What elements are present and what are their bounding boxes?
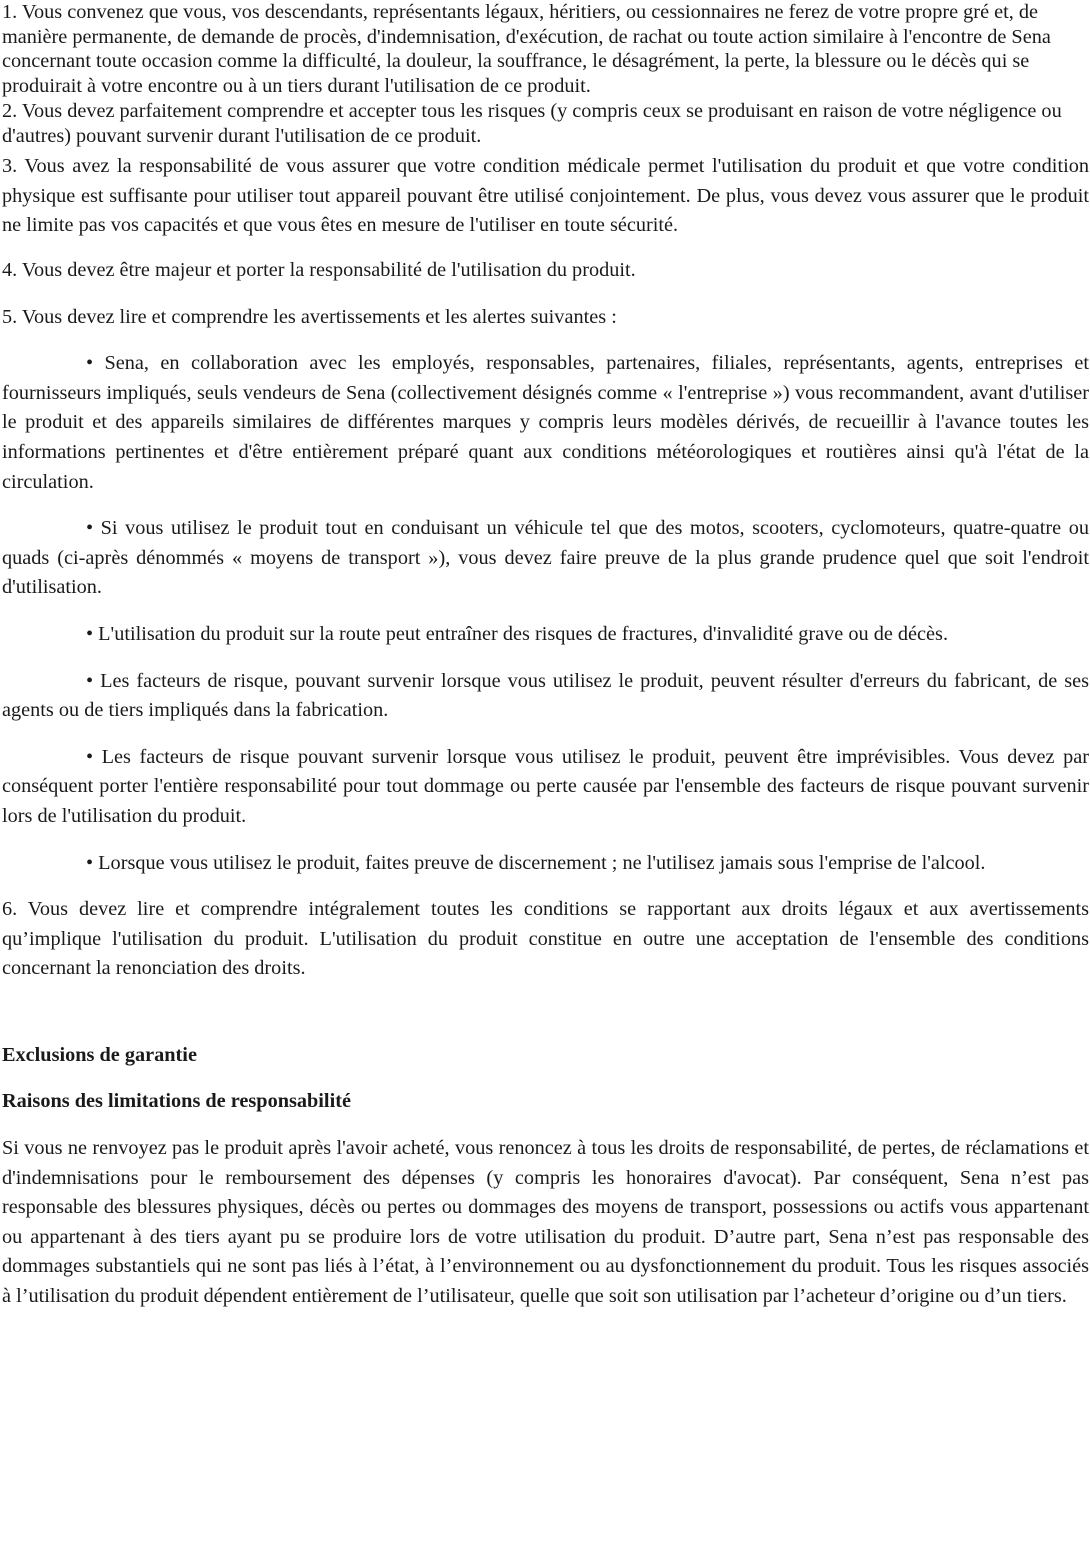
clause-3: 3. Vous avez la responsabilité de vous assurer que votre condition médicale permet l'utilisation du produit et que votre condition physique est suffisante pour utiliser tout appareil pouvant être utilisé conjointement. De plus, vous devez vous assurer que le produit ne limite pas vos capacités et que vous êtes en mesure de l'utiliser en toute sécurité.: [2, 155, 1089, 237]
document-page: [2, 0, 1089, 1327]
clause-1: 1. Vous convenez que vous, vos descendants, représentants légaux, héritiers, ou cessionnaires ne ferez de votre propre gré et, de manière permanente, de demande de procès, d'indemnisation, d'exécution, de rachat ou toute action similaire à l'encontre de Sena concernant toute occasion comme la difficulté, la douleur, la souffrance, le désagrément, la perte, la blessure ou le décès qui se produirait à votre encontre ou à un tiers durant l'utilisation de ce produit.: [2, 1, 1051, 98]
clause-2: 2. Vous devez parfaitement comprendre et accepter tous les risques (y compris ceux se produisant en raison de votre négligence ou d'autres) pouvant survenir durant l'utilisation de ce produit.: [2, 99, 1062, 147]
section-subheading: Raisons des limitations de responsabilité: [2, 1090, 351, 1113]
spacer: [2, 999, 1089, 1041]
warning-bullet: • Sena, en collaboration avec les employés, responsables, partenaires, filiales, représentants, agents, entreprises et fournisseurs impliqués, seuls vendeurs de Sena (collectivement désignés comme « l'entreprise ») vous recommandent, avant d'utiliser le produit et des appareils similaires de différentes marques y compris leurs modèles dérivés, de recueillir à l'avance toutes les informations pertinentes et d'être entièrement préparé quant aux conditions météorologiques et routières ainsi qu'à l'état de la circulation.: [2, 352, 1089, 493]
clause-6: 6. Vous devez lire et comprendre intégralement toutes les conditions se rapportant aux droits légaux et aux avertissements qu’implique l'utilisation du produit. L'utilisation du produit constitue en outre une acceptation de l'ensemble des conditions concernant la renonciation des droits.: [2, 898, 1089, 980]
section-heading: Exclusions de garantie: [2, 1043, 197, 1066]
warning-bullet: • Les facteurs de risque pouvant survenir lorsque vous utilisez le produit, peuvent être imprévisibles. Vous devez par conséquent porter l'entière responsabilité pour tout dommage ou perte causée par l'ensemble des facteurs de risque pouvant survenir lors de l'utilisation du produit.: [2, 745, 1089, 827]
warning-bullet: • Les facteurs de risque, pouvant survenir lorsque vous utilisez le produit, peuvent résulter d'erreurs du fabricant, de ses agents ou de tiers impliqués dans la fabrication.: [2, 669, 1089, 722]
clause-5: 5. Vous devez lire et comprendre les avertissements et les alertes suivantes :: [2, 305, 617, 328]
section-body: Si vous ne renvoyez pas le produit après l'avoir acheté, vous renoncez à tous les droits de responsabilité, de pertes, de réclamations et d'indemnisations pour le remboursement des dépenses (y compris les honoraires d'avocat). Par conséquent, Sena n’est pas responsable des blessures physiques, décès ou pertes ou dommages des moyens de transport, possessions ou actifs vous appartenant ou appartenant à des tiers ayant pu se produire lors de votre utilisation du produit. D’autre part, Sena n’est pas responsable des dommages substantiels qui ne sont pas liés à l’état, à l’environnement ou au dysfonctionnement du produit. Tous les risques associés à l’utilisation du produit dépendent entièrement de l’utilisateur, quelle que soit son utilisation par l’acheteur d’origine ou d’un tiers.: [2, 1137, 1089, 1308]
warning-bullet: • L'utilisation du produit sur la route peut entraîner des risques de fractures, d'invalidité grave ou de décès.: [86, 622, 949, 645]
warning-bullet: • Lorsque vous utilisez le produit, faites preuve de discernement ; ne l'utilisez jamais sous l'emprise de l'alcool.: [86, 851, 986, 874]
warning-bullet: • Si vous utilisez le produit tout en conduisant un véhicule tel que des motos, scooters, cyclomoteurs, quatre-quatre ou quads (ci-après dénommés « moyens de transport »), vous devez faire preuve de la plus grande prudence quel que soit l'endroit d'utilisation.: [2, 517, 1089, 599]
clause-4: 4. Vous devez être majeur et porter la responsabilité de l'utilisation du produit.: [2, 259, 636, 281]
